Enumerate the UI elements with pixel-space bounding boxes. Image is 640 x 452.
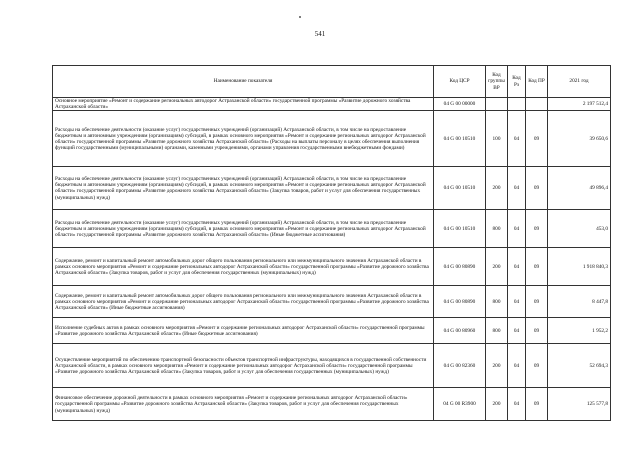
scan-speck [299, 16, 301, 18]
row-name: Осуществление мероприятий по обеспечению транспортной безопасности объектов транспортной инфраструктуры, находящихся в государственной собственности Астраханской области, в рамках основного мероприятия «Ремонт и содержание региональных автодорог Астраханской области» государственной программы «Развитие дорожного хозяйства Астраханской области» (Закупка товаров, работ и услуг для обеспечения государственных (муниципальных) нужд) [53, 344, 434, 388]
row-rz: 04 [508, 210, 526, 248]
table-row [53, 388, 611, 421]
row-rz: 04 [508, 111, 526, 167]
row-rz [508, 98, 526, 111]
row-amount: 1 918 840,3 [548, 248, 611, 286]
row-rz: 04 [508, 344, 526, 388]
page-number: 541 [314, 30, 326, 38]
row-amount: 39 650,6 [548, 111, 611, 167]
row-csr: 04 G 00 R3900 [434, 388, 486, 421]
row-pr: 09 [526, 388, 548, 421]
row-pr: 09 [526, 210, 548, 248]
row-vr: 200 [486, 167, 508, 210]
row-csr: 04 G 00 80890 [434, 286, 486, 318]
row-amount: 8 447,8 [548, 286, 611, 318]
row-pr: 09 [526, 111, 548, 167]
row-csr: 04 G 00 10510 [434, 111, 486, 167]
row-csr: 04 G 00 10510 [434, 210, 486, 248]
row-name: Содержание, ремонт и капитальный ремонт автомобильных дорог общего пользования регионального или межмуниципального значения Астраханской области в рамках основного мероприятия «Ремонт и содержание региональных автодорог Астраханской области» государственной программы «Развитие дорожного хозяйства Астраханской области» (Закупка товаров, работ и услуг для обеспечения государственных (муниципальных) нужд) [53, 248, 434, 286]
row-csr: 04 G 00 82360 [434, 344, 486, 388]
row-amount: 125 577,8 [548, 388, 611, 421]
row-pr: 09 [526, 167, 548, 210]
header-vr: Код группы ВР [486, 66, 508, 98]
table-row [53, 318, 611, 344]
row-rz: 04 [508, 286, 526, 318]
row-vr: 800 [486, 318, 508, 344]
row-vr: 800 [486, 286, 508, 318]
row-vr: 200 [486, 388, 508, 421]
row-amount: 52 694,3 [548, 344, 611, 388]
row-name: Содержание, ремонт и капитальный ремонт автомобильных дорог общего пользования регионального или межмуниципального значения Астраханской области в рамках основного мероприятия «Ремонт и содержание региональных автодорог Астраханской области» государственной программы «Развитие дорожного хозяйства Астраханской области» (Иные бюджетные ассигнования) [53, 286, 434, 318]
row-name: Расходы на обеспечение деятельности (оказание услуг) государственных учреждений (организаций) Астраханской области, в том числе на предоставление бюджетным и автономным учреждениям (организациям) субсидий, в рамках основного мероприятия «Ремонт и содержание региональных автодорог Астраханской области» государственной программы «Развитие дорожного хозяйства Астраханской области» (Закупка товаров, работ и услуг для обеспечения государственных (муниципальных) нужд) [53, 167, 434, 210]
row-rz: 04 [508, 388, 526, 421]
row-vr [486, 98, 508, 111]
table-row [53, 210, 611, 248]
row-name: Исполнение судебных актов в рамках основного мероприятия «Ремонт и содержание региональных автодорог Астраханской области» государственной программы «Развитие дорожного хозяйства Астраханской области» (Иные бюджетные ассигнования) [53, 318, 434, 344]
row-rz: 04 [508, 167, 526, 210]
table-row [53, 167, 611, 210]
row-vr: 100 [486, 111, 508, 167]
row-pr: 09 [526, 344, 548, 388]
budget-table [52, 65, 611, 421]
row-amount: 1 952,2 [548, 318, 611, 344]
table-row [53, 98, 611, 111]
row-pr: 09 [526, 286, 548, 318]
row-name: Расходы на обеспечение деятельности (оказание услуг) государственных учреждений (организаций) Астраханской области, в том числе на предоставление бюджетным и автономным учреждениям (организациям) субсидий, в рамках основного мероприятия «Ремонт и содержание региональных автодорог Астраханской области» государственной программы «Развитие дорожного хозяйства Астраханской области» (Иные бюджетные ассигнования) [53, 210, 434, 248]
header-name: Наименование показателя [53, 66, 434, 98]
row-pr: 09 [526, 248, 548, 286]
row-amount: 49 896,4 [548, 167, 611, 210]
header-year: 2021 год [548, 66, 611, 98]
table-row [53, 344, 611, 388]
header-rz: Код Рз [508, 66, 526, 98]
row-name: Финансовое обеспечение дорожной деятельности в рамках основного мероприятия «Ремонт и содержание региональных автодорог Астраханской области» государственной программы «Развитие дорожного хозяйства Астраханской области» (Закупка товаров, работ и услуг для обеспечения государственных (муниципальных) нужд) [53, 388, 434, 421]
row-rz: 04 [508, 318, 526, 344]
row-vr: 800 [486, 210, 508, 248]
table-row [53, 111, 611, 167]
row-csr: 04 G 00 10510 [434, 167, 486, 210]
header-csr: Код ЦСР [434, 66, 486, 98]
table-header-row [53, 66, 611, 98]
table-row [53, 286, 611, 318]
row-pr [526, 98, 548, 111]
row-vr: 200 [486, 344, 508, 388]
row-vr: 200 [486, 248, 508, 286]
table-row [53, 248, 611, 286]
row-rz: 04 [508, 248, 526, 286]
row-amount: 453,0 [548, 210, 611, 248]
row-csr: 04 G 00 00000 [434, 98, 486, 111]
row-name: Основное мероприятие «Ремонт и содержание региональных автодорог Астраханской области» государственной программы «Развитие дорожного хозяйства Астраханской области» [53, 98, 434, 111]
header-pr: Код ПР [526, 66, 548, 98]
row-amount: 2 197 512,4 [548, 98, 611, 111]
row-csr: 04 G 00 80960 [434, 318, 486, 344]
row-name: Расходы на обеспечение деятельности (оказание услуг) государственных учреждений (организаций) Астраханской области, в том числе на предоставление бюджетным и автономным учреждениям (организациям) субсидий, в рамках основного мероприятия «Ремонт и содержание региональных автодорог Астраханской области» государственной программы «Развитие дорожного хозяйства Астраханской области» (Расходы на выплаты персоналу в целях обеспечения выполнения функций государственными (муниципальными) органами, казенными учреждениями, органами управления государственными внебюджетными фондами) [53, 111, 434, 167]
row-pr: 09 [526, 318, 548, 344]
row-csr: 04 G 00 80890 [434, 248, 486, 286]
